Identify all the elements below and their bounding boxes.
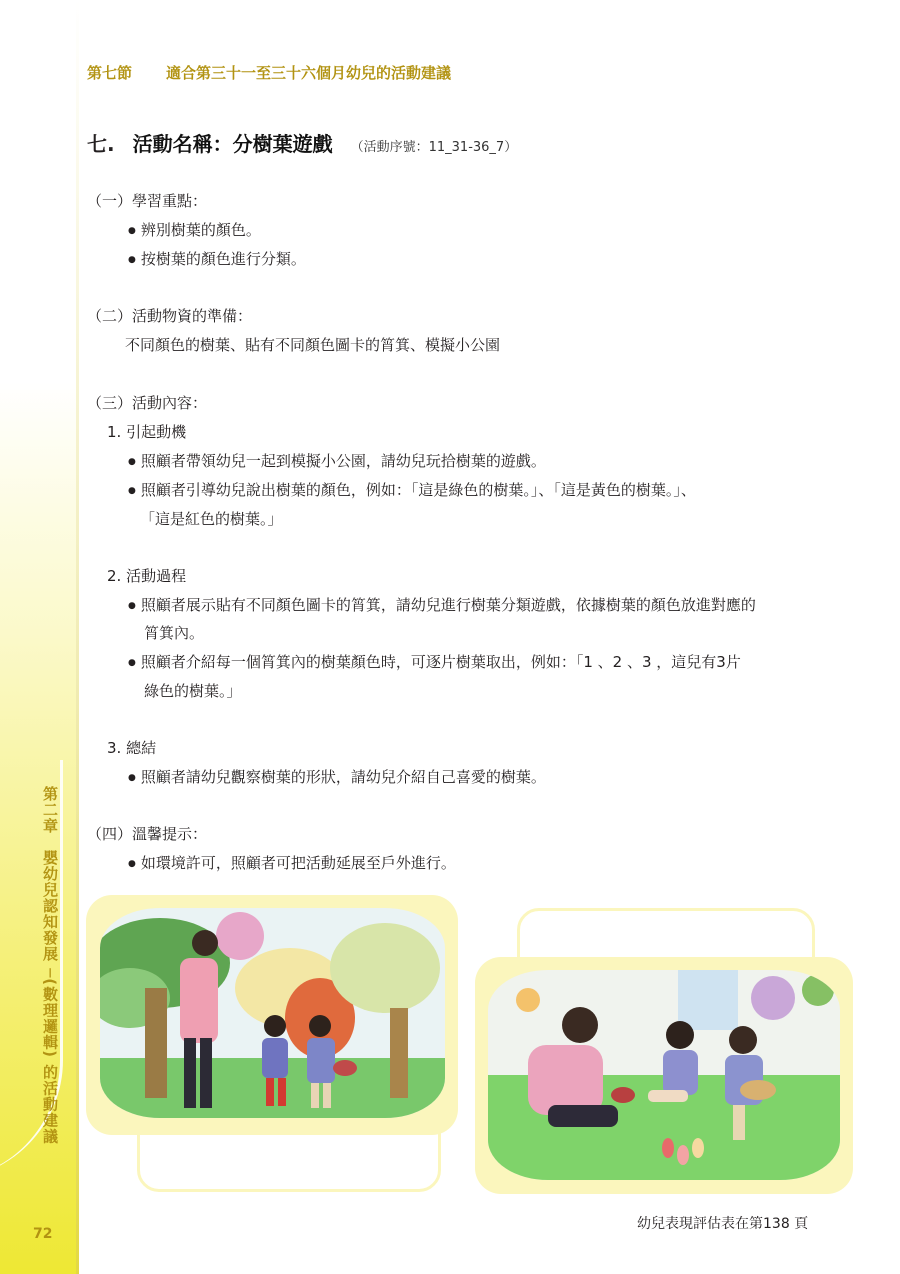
content-heading: （三）活動內容： [87,394,208,412]
section-title: 適合第三十一至三十六個月幼兒的活動建議 [166,64,452,82]
photo-2-illustration [488,970,840,1180]
materials-heading: （二）活動物資的準備： [87,307,253,325]
activity-name: 活動名稱：分樹葉遊戲 [132,132,333,156]
section-header [87,62,451,83]
footer-assessment-note: 幼兒表現評估表在第138 頁 [637,1216,809,1232]
step2-title: 2. 活動過程 [107,567,187,585]
photo-1-children-in-park [100,908,445,1118]
activity-number: 七. [87,132,115,156]
learning-focus-bullet-2: ● 按樹葉的顏色進行分類。 [128,248,306,269]
step3-title: 3. 總結 [107,739,157,757]
step1-bullet-2-cont: 「這是紅色的樹葉。」 [140,510,283,528]
learning-focus-bullet-1: ● 辨別樹葉的顏色。 [128,219,261,240]
photo-1-illustration [100,908,445,1118]
activity-code: （活動序號：11_31-36_7） [350,140,518,155]
step2-bullet-1: ● 照顧者展示貼有不同顏色圖卡的筲箕，請幼兒進行樹葉分類遊戲，依據樹葉的顏色放進對應的 [128,594,756,615]
step2-bullet-1-cont: 筲箕內。 [144,624,205,642]
step1-bullet-1: ● 照顧者帶領幼兒一起到模擬小公園，請幼兒玩拾樹葉的遊戲。 [128,450,546,471]
learning-focus-heading: （一）學習重點： [87,192,208,210]
materials-text: 不同顏色的樹葉、貼有不同顏色圖卡的筲箕、模擬小公園 [125,336,501,354]
step2-bullet-2-cont: 綠色的樹葉。」 [144,682,242,700]
tips-heading: （四）溫馨提示： [87,825,208,843]
step3-bullet-1: ● 照顧者請幼兒觀察樹葉的形狀，請幼兒介紹自己喜愛的樹葉。 [128,766,546,787]
page-number: 72 [33,1226,53,1242]
step2-bullet-2: ● 照顧者介紹每一個筲箕內的樹葉顏色時，可逐片樹葉取出，例如：「1 、2 、3 ，這兒有3片 [128,651,741,672]
section-label: 第七節 [87,64,133,82]
side-band-edge [76,0,79,1274]
activity-title [87,128,517,157]
tips-bullet-1: ● 如環境許可，照顧者可把活動延展至戶外進行。 [128,852,456,873]
step1-title: 1. 引起動機 [107,423,187,441]
step1-bullet-2: ● 照顧者引導幼兒說出樹葉的顏色，例如：「這是綠色的樹葉。」、「這是黃色的樹葉。」、 [128,479,696,500]
photo-2-children-sorting-leaves [488,970,840,1180]
chapter-title-vertical: 第二章 嬰幼兒認知發展 ─(數理邏輯) 的活動建議 [41,786,59,1145]
